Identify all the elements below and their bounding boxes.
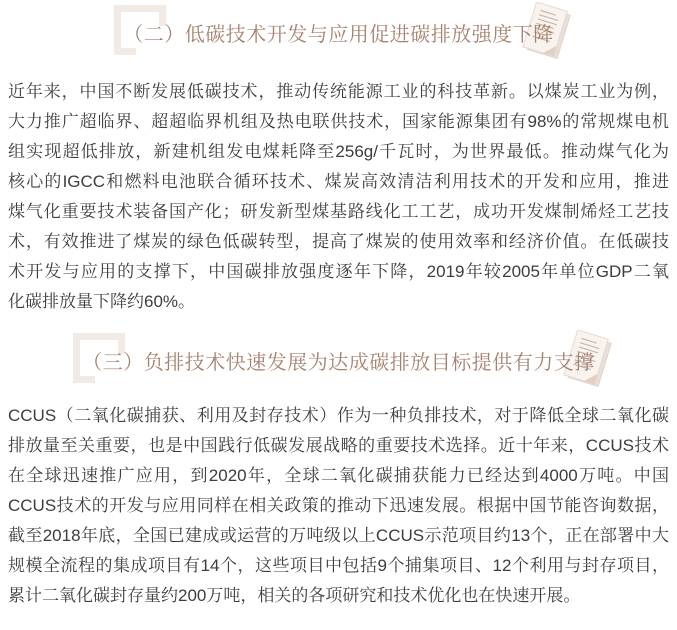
section-2-heading-text: （三）负排技术快速发展为达成碳排放目标提供有力支撑 [82, 352, 595, 374]
text-line: 截至2018年底，全国已建成或运营的万吨级以上CCUS示范项目约13个，正在部署中大 [8, 526, 669, 545]
text-line: CCUS（二氧化碳捕获、利用及封存技术）作为一种负排技术，对于降低全球二氧化碳 [8, 406, 669, 425]
text-line: 大力推广超临界、超超临界机组及热电联供技术，国家能源集团有98%的常规煤电机 [8, 112, 669, 131]
text-line: 累计二氧化碳封存量约200万吨，相关的各项研究和技术优化也在快速开展。 [8, 586, 581, 605]
section-1-heading [8, 23, 669, 47]
text-line: CCUS技术的开发与应用同样在相关政策的推动下迅速发展。根据中国节能咨询数据， [8, 496, 669, 515]
text-line: 排放量至关重要，也是中国践行低碳发展战略的重要技术选择。近十年来，CCUS技术 [8, 436, 669, 455]
text-line: 煤气化重要技术装备国产化；研发新型煤基路线化工工艺，成功开发煤制烯烃工艺技 [8, 202, 669, 221]
text-line: 术开发与应用的支撑下，中国碳排放强度逐年下降，2019年较2005年单位GDP二氧 [8, 262, 669, 281]
section-1-paragraph [8, 77, 669, 317]
section-1-heading-text: （二）低碳技术开发与应用促进碳排放强度下降 [123, 24, 554, 46]
text-line: 核心的IGCC和燃料电池联合循环技术、煤炭高效清洁利用技术的开发和应用，推进 [8, 172, 669, 191]
section-low-carbon-tech [8, 23, 669, 317]
article-page [0, 23, 677, 611]
text-line: 化碳排放量下降约60%。 [8, 292, 196, 311]
section-2-paragraph [8, 401, 669, 611]
text-line: 规模全流程的集成项目有14个，这些项目中包括9个捕集项目、12个利用与封存项目， [8, 556, 669, 575]
section-2-heading [8, 351, 669, 375]
text-line: 在全球迅速推广应用，到2020年，全球二氧化碳捕获能力已经达到4000万吨。中国 [8, 466, 669, 485]
text-line: 组实现超低排放，新建机组发电煤耗降至256g/千瓦时，为世界最低。推动煤气化为 [8, 142, 669, 161]
text-line: 近年来，中国不断发展低碳技术，推动传统能源工业的科技革新。以煤炭工业为例， [8, 82, 669, 101]
text-line: 术，有效推进了煤炭的绿色低碳转型，提高了煤炭的使用效率和经济价值。在低碳技 [8, 232, 669, 251]
section-negative-emission-tech [8, 351, 669, 611]
